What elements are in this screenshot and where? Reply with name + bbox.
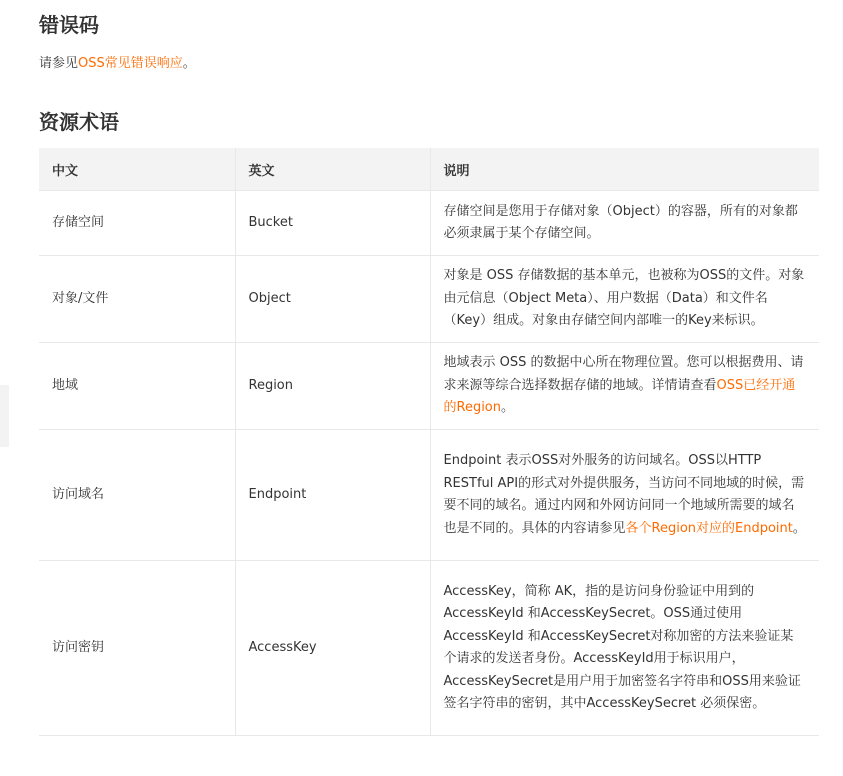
term-desc <box>430 430 819 561</box>
term-desc-end: 。 <box>792 520 806 536</box>
term-zh: 对象/文件 <box>39 256 235 343</box>
table-row <box>39 561 819 736</box>
term-en: Region <box>235 343 430 430</box>
table-row <box>39 191 819 256</box>
header-english: 英文 <box>235 148 430 191</box>
oss-error-response-link[interactable]: OSS常见错误响应 <box>78 56 183 71</box>
term-desc-end: 。 <box>501 400 515 416</box>
term-desc: 对象是 OSS 存储数据的基本单元，也被称为OSS的文件。对象由元信息（Object Meta）、用户数据（Data）和文件名（Key）组成。对象由存储空间内部唯一的Key来标识。 <box>430 256 819 343</box>
table-row <box>39 430 819 561</box>
error-codes-paragraph <box>39 53 196 75</box>
resource-terms-table <box>39 148 819 736</box>
term-desc-text: Endpoint 表示OSS对外服务的访问域名。OSS以HTTP RESTful API的形式对外提供服务，当访问不同地域的时候，需要不同的域名。通过内网和外网访问同一个地域所需要的域名也是不同的。具体的内容请参见 <box>443 453 805 536</box>
term-en: Bucket <box>235 191 430 256</box>
error-codes-heading: 错误码 <box>39 13 99 37</box>
term-desc: AccessKey，简称 AK，指的是访问身份验证中用到的AccessKeyId 和AccessKeySecret。OSS通过使用AccessKeyId 和AccessKeySecret对称加密的方法来验证某个请求的发送者身份。AccessKeyId用于标识用户，AccessKeySecret是用户用于加密签名字符串和OSS用来验证签名字符串的密钥，其中AccessKeySecret 必须保密。 <box>430 561 819 736</box>
oss-regions-link[interactable]: OSS已经开通的Region <box>443 377 796 416</box>
term-en: Endpoint <box>235 430 430 561</box>
region-endpoint-link[interactable]: 各个Region对应的Endpoint <box>625 520 793 536</box>
left-scroll-strip <box>0 385 9 447</box>
term-en: AccessKey <box>235 561 430 736</box>
table-row <box>39 343 819 430</box>
term-desc <box>430 343 819 430</box>
header-chinese: 中文 <box>39 148 235 191</box>
header-description: 说明 <box>430 148 819 191</box>
term-desc: 存储空间是您用于存储对象（Object）的容器，所有的对象都必须隶属于某个存储空间。 <box>430 191 819 256</box>
term-zh: 存储空间 <box>39 191 235 256</box>
error-codes-text: 请参见 <box>39 56 79 71</box>
term-zh: 访问域名 <box>39 430 235 561</box>
resource-terms-heading: 资源术语 <box>39 110 119 134</box>
table-row <box>39 256 819 343</box>
term-zh: 访问密钥 <box>39 561 235 736</box>
table-header-row <box>39 148 819 191</box>
error-codes-period: 。 <box>182 56 196 71</box>
term-en: Object <box>235 256 430 343</box>
term-zh: 地域 <box>39 343 235 430</box>
term-desc-text: 地域表示 OSS 的数据中心所在物理位置。您可以根据费用、请求来源等综合选择数据存储的地域。详情请查看 <box>443 355 804 393</box>
